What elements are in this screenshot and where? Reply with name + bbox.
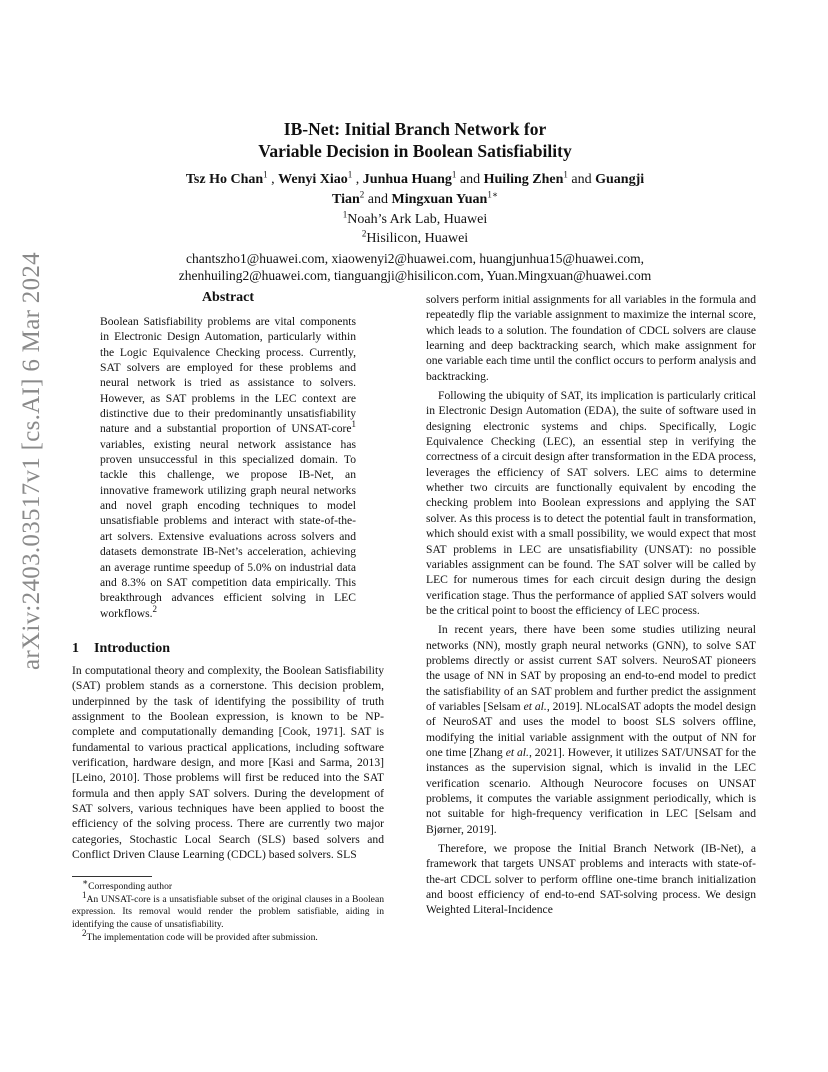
footnote-mark: 2 — [82, 927, 87, 938]
section-number: 1 — [72, 640, 79, 656]
author-separator: and — [456, 172, 484, 187]
title-line-1: IB-Net: Initial Branch Network for — [283, 119, 547, 139]
footnote-2 — [72, 927, 384, 944]
author-name: Wenyi Xiao — [278, 172, 348, 187]
footnote-text: The implementation code will be provided after submission. — [86, 931, 318, 943]
author-separator: and — [567, 172, 596, 187]
affiliation-mark: 1 — [342, 209, 348, 220]
footnote-ref: 2 — [152, 603, 157, 614]
affiliation-2 — [70, 229, 760, 248]
author-name: Junhua Huang — [362, 172, 452, 187]
abstract-text-part-2: variables, existing neural network assistance has proven unsuccessful in this specialized domain. To tackle this challenge, we propose IB-Net, an innovative framework utilizing graph neural networks and novel graph encoding techniques to model unsatisfiable problems and interact with state-of-the-art solvers. Extensive evaluations across solvers and datasets demonstrate IB-Net’s acceleration, achieving an average runtime speedup of 5.0% on industrial data and 8.3% on SAT competition data empirically. This breakthrough advances efficient solving in LEC workflows. — [100, 437, 356, 620]
footnote-text: An UNSAT-core is a unsatisfiable subset of the original clauses in a Boolean expression. Its removal would render the problem satisfiable, aiding in identifying the cause of unsatisfiability. — [72, 894, 384, 930]
footnote-corresponding — [72, 876, 384, 893]
email-line-2: zhenhuiling2@huawei.com, tianguangji@hisilicon.com, Yuan.Mingxuan@huawei.com — [178, 268, 652, 283]
author-affil-mark: 1 — [563, 169, 568, 180]
intro-paragraph-2: Following the ubiquity of SAT, its implication is particularly critical in Electronic Design Automation (EDA), the suite of software used in designing electronic systems and chips. Specifically, Logic Equivalence Checking (LEC), an essential step in verifying the correctness of a circuit design after transformation in the EDA process, leverages the efficiency of SAT solvers. LEC aims to determine whether two circuits are functionally equivalent by encoding the checking problem into Boolean expressions and applying the SAT solver. As this process is to detect the potential fault in transformation, which should exist with a small possibility, we would expect that most SAT problems in LEC are unsatisfiability (UNSAT): no possible variables assignment can be found. The SAT solver will be called by LEC for numerous times for each circuit design during the design verification stage. Thus the performance of applied SAT solvers would be the critical point to boost the efficiency of LEC process. — [426, 389, 756, 617]
arxiv-identifier: arXiv:2403.03517v1 [cs.AI] 6 Mar 2024 — [18, 252, 45, 670]
footnote-text: Corresponding author — [88, 881, 173, 892]
author-affil-mark: 1 — [451, 169, 457, 180]
intro-paragraph-continued: solvers perform initial assignments for all variables in the formula and repeatedly flip the variable assignment to maximize the internal score, which leads to a solution. The foundation of CDCL solvers are clause learning and deep backtracking search, which make assignment for one variable each time until the conflict occurs to perform analysis and backtracking. — [426, 293, 756, 383]
author-emails — [70, 250, 760, 284]
title-block — [70, 118, 760, 284]
footnotes — [72, 876, 384, 945]
author-name: Guangji — [595, 172, 645, 187]
author-name: Tsz Ho Chan — [185, 172, 264, 187]
affiliation-name: Noah’s Ark Lab, Huawei — [347, 212, 488, 227]
author-affil-mark: 1∗ — [487, 189, 498, 200]
author-name: Tian — [332, 192, 360, 207]
abstract-text — [100, 314, 356, 621]
author-separator: , — [267, 172, 279, 187]
footnote-1 — [72, 890, 384, 931]
intro-paragraph-3 — [426, 622, 756, 837]
title-line-2: Variable Decision in Boolean Satisfiability — [258, 141, 572, 161]
right-column — [426, 292, 756, 918]
paragraph-text: , 2021]. However, it utilizes SAT/UNSAT for the instances as the supervision signal, which is invalid in the LEC verification scenario. Although Neurocore focuses on UNSAT problems, it computes the variable assignment periodically, which is not suitable for high-frequency verification in LEC [Selsam and Bjørner, 2019]. — [426, 745, 756, 836]
footnote-ref: 1 — [351, 419, 356, 430]
author-list — [70, 170, 760, 210]
paragraph-text: In recent years, there have been some studies utilizing neural networks (NN), mostly graph neural networks (GNN), to solve SAT problems directly or assist current SAT solvers. NeuroSAT pioneers the usage of NN in SAT by proposing an end-to-end model to predict the satisfiability of an SAT problem and further predict the assignment of variables [Selsam — [426, 623, 756, 713]
paragraph-text: , 2019]. NLocalSAT adopts the model design of NeuroSAT and uses the model to boost SLS solvers offline, modifying the initial variable assignment with the output of NN for one time [Zhang — [426, 699, 756, 759]
author-name: Mingxuan Yuan — [391, 192, 488, 207]
footnote-mark: 1 — [82, 890, 87, 901]
author-affil-mark: 2 — [359, 189, 365, 200]
footnote-mark: ∗ — [82, 876, 89, 887]
abstract-text-part-1: Boolean Satisfiability problems are vital components in Electronic Design Automation, particularly within the Logic Equivalence Checking process. Currently, SAT solvers are employed for these problems and neural network is tried as assistance to solvers. However, as SAT problems in the LEC context are distinctive due to their predominantly unsatisfiability nature and a substantial proportion of UNSAT-core — [100, 315, 356, 436]
section-title: Introduction — [94, 640, 170, 656]
intro-paragraph-4: Therefore, we propose the Initial Branch Network (IB-Net), a framework that targets UNSAT problems and interacts with state-of-the-art CDCL solver to perform offline one-time branch initialization and boost efficiency of end-to-end SAT-solving process. We design Weighted Literal-Incidence — [426, 842, 756, 917]
email-line-1: chantszho1@huawei.com, xiaowenyi2@huawei.com, huangjunhua15@huawei.com, — [186, 251, 644, 266]
author-name: Huiling Zhen — [483, 172, 564, 187]
citation-et-al: et al. — [505, 745, 529, 759]
intro-paragraph-1: In computational theory and complexity, the Boolean Satisfiability (SAT) problem stands as a cornerstone. This decision problem, underpinned by the task of identifying the possibility of truth assignment to the Boolean expression, is known to be NP-complete and computationally demanding [Cook, 1971]. SAT is fundamental to various practical applications, including software verification, hardware design, and more [Kasi and Sarma, 2013] [Leino, 2010]. Those problems will first be reduced into the SAT formula and then apply SAT solvers. During the development of SAT solvers, various techniques have been applied to boost the efficiency of the solving process. There are currently two major categories, Stochastic Local Search (SLS) based solvers and Conflict Driven Clause Learning (CDCL) based solvers. SLS — [72, 663, 384, 861]
abstract-heading: Abstract — [201, 290, 255, 305]
author-separator: , — [352, 172, 363, 187]
affiliation-1 — [70, 210, 760, 229]
left-column — [72, 290, 384, 862]
paper-title — [70, 118, 760, 162]
section-heading-introduction — [72, 641, 384, 657]
affiliation-name: Hisilicon, Huawei — [366, 231, 469, 246]
affiliation-mark: 2 — [361, 228, 367, 239]
author-affil-mark: 1 — [347, 169, 353, 180]
citation-et-al: et al. — [523, 699, 547, 713]
author-affil-mark: 1 — [263, 169, 268, 180]
author-separator: and — [364, 192, 392, 207]
